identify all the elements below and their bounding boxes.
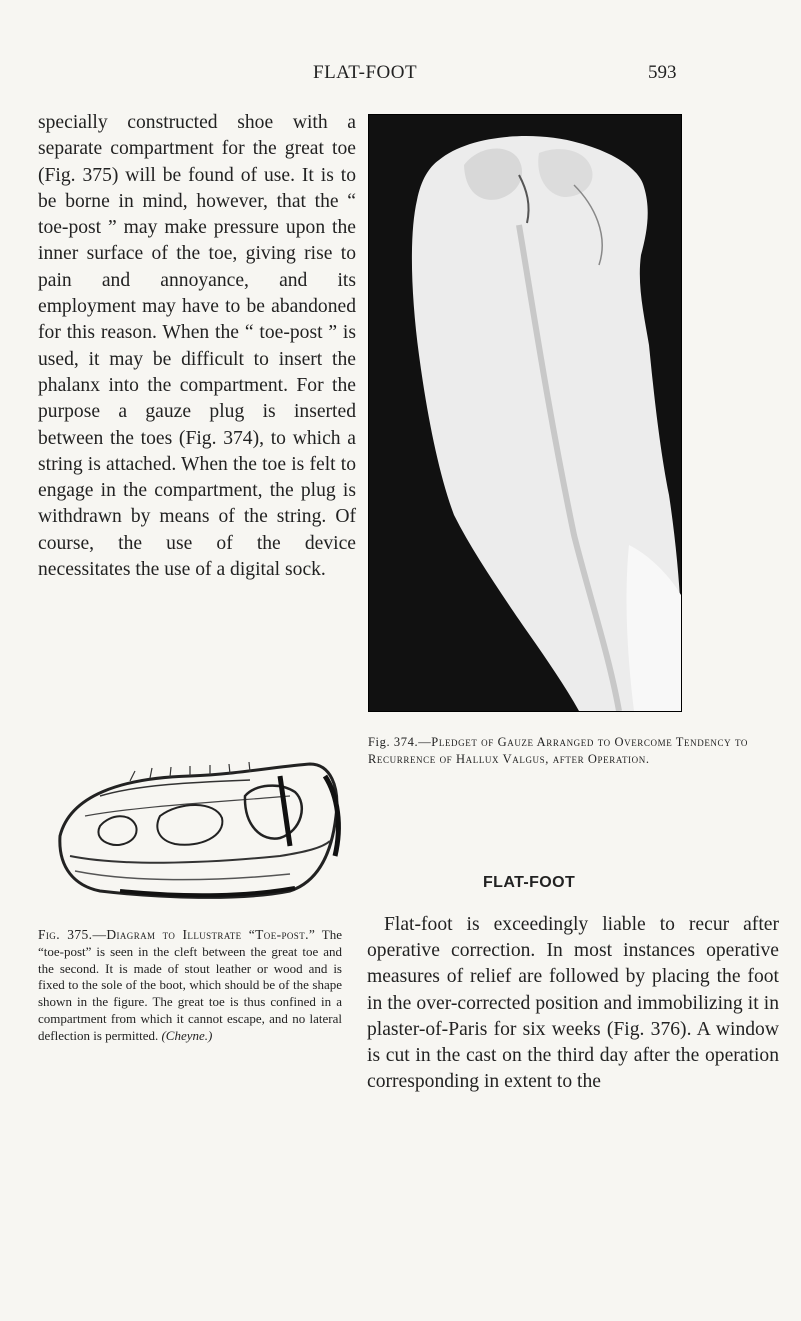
figure-375-caption-author: (Cheyne.) bbox=[161, 1027, 213, 1043]
foot-photo-illustration bbox=[369, 115, 681, 711]
figure-375-drawing bbox=[40, 756, 360, 906]
figure-375-caption-title: —Diagram to Illustrate “Toe-post.” bbox=[92, 927, 316, 942]
figure-374-caption-text: —Pledget of Gauze Arranged to Overcome Tendency to Recurrence of Hallux Valgus, after Operation. bbox=[368, 735, 748, 766]
running-head: FLAT-FOOT bbox=[313, 62, 418, 83]
toe-post-shoe-diagram bbox=[40, 756, 360, 906]
figure-374-caption-lead: Fig. 374. bbox=[368, 735, 419, 749]
figure-374-photograph bbox=[368, 114, 682, 712]
page-number: 593 bbox=[648, 62, 677, 83]
section-heading-flat-foot: FLAT-FOOT bbox=[483, 874, 576, 891]
figure-374-caption bbox=[368, 734, 768, 768]
body-text-right-column bbox=[367, 912, 779, 1095]
body-text-left-column bbox=[38, 110, 356, 583]
body-paragraph: specially constructed shoe with a separate compartment for the great toe (Fig. 375) will be found of use. It is to be borne in mind, however, that the “ toe-post ” may make pressure upon the inner surface of the toe, giving rise to pain and annoyance, and its employment may have to be abandoned for this reason. When the “ toe-post ” is used, it may be difficult to insert the phalanx into the compartment. For the purpose a gauze plug is inserted between the toes (Fig. 374), to which a string is attached. When the toe is felt to engage in the compartment, the plug is withdrawn by means of the string. Of course, the use of the device necessitates the use of a digital sock. bbox=[38, 112, 356, 581]
figure-375-caption-lead: Fig. 375. bbox=[38, 927, 93, 942]
figure-375-caption bbox=[38, 927, 342, 1045]
page-header bbox=[0, 62, 801, 86]
figure-375-caption-body: The “toe-post” is seen in the cleft between the great toe and the second. It is made of stout leather or wood and is fixed to the sole of the boot, which should be of the shape shown in the figure. The great toe is thus confined in a compartment from which it cannot escape, and no lateral deflection is permitted. bbox=[38, 927, 342, 1043]
section-paragraph: Flat-foot is exceedingly liable to recur after operative correction. In most instances operative measures of relief are followed by placing the foot in the over-corrected position and immobilizing it in plaster-of-Paris for six weeks (Fig. 376). A window is cut in the cast on the third day after the operation corresponding in extent to the bbox=[367, 914, 779, 1093]
